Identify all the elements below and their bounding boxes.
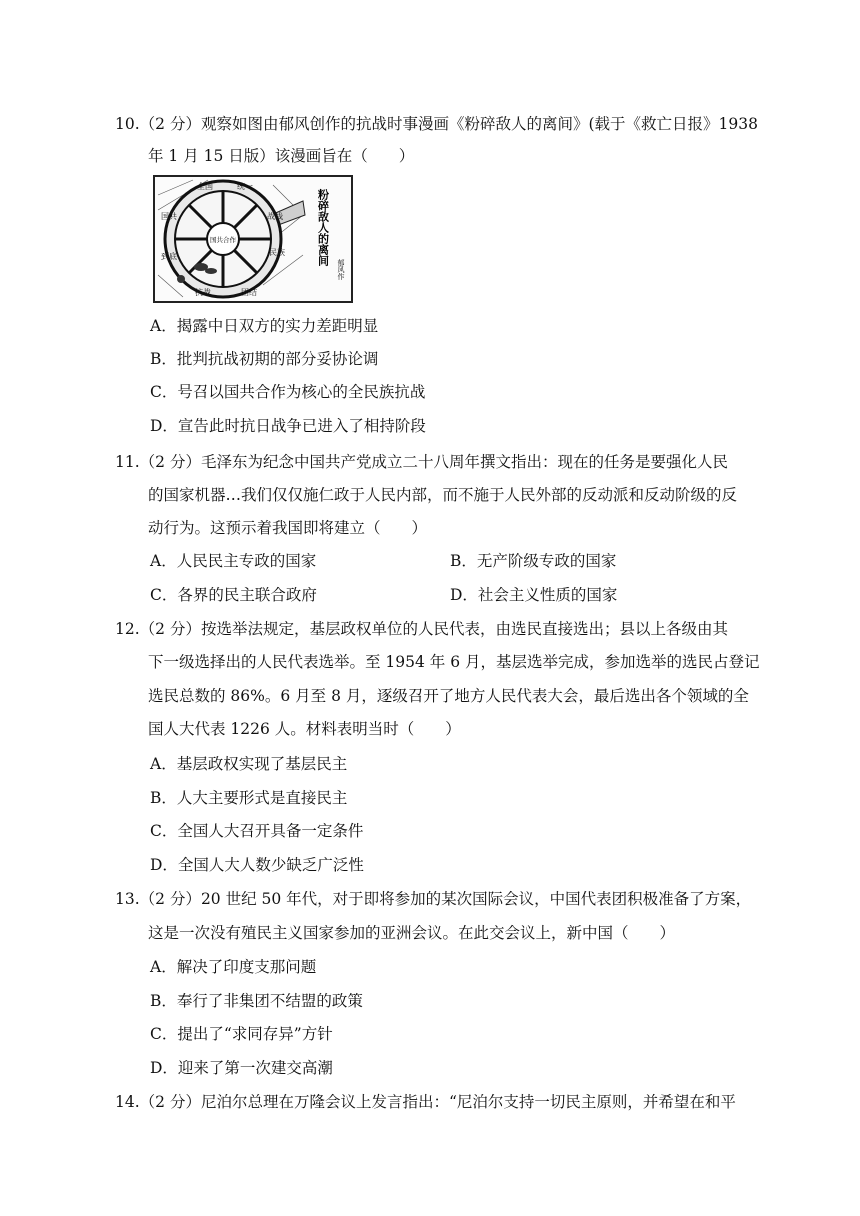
q13-option-a[interactable]: A．解决了印度支那问题 <box>150 958 317 976</box>
cartoon-rim-word: 国共 <box>161 212 177 221</box>
cartoon-title: 粉碎敌人的离间 <box>316 189 330 266</box>
q13-option-b[interactable]: B．奉行了非集团不结盟的政策 <box>150 992 363 1010</box>
q11-option-a[interactable]: A．人民民主专政的国家 <box>150 552 317 570</box>
q12-stem-line2: 下一级选择出的人民代表选举。至 1954 年 6 月，基层选举完成，参加选举的选民占登记 <box>148 653 760 671</box>
cartoon-author: 郁风作 <box>337 259 345 280</box>
cartoon-rim-word: 到底 <box>161 252 177 261</box>
q12-option-d[interactable]: D．全国人大人数少缺乏广泛性 <box>150 856 364 874</box>
q11-option-b[interactable]: B．无产阶级专政的国家 <box>450 552 617 570</box>
q12-stem-line1: 12.（2 分）按选举法规定，基层政权单位的人民代表，由选民直接选出；县以上各级由其 <box>115 620 728 638</box>
q11-stem-line1: 11.（2 分）毛泽东为纪念中国共产党成立二十八周年撰文指出：现在的任务是要强化人民 <box>115 453 728 471</box>
q10-option-b[interactable]: B．批判抗战初期的部分妥协论调 <box>150 350 379 368</box>
cartoon-rim-word: 抗战 <box>195 288 211 297</box>
cartoon-rim-word: 团结 <box>241 288 257 297</box>
q11-option-c[interactable]: C．各界的民主联合政府 <box>150 586 317 604</box>
q13-option-d[interactable]: D．迎来了第一次建交高潮 <box>150 1059 333 1077</box>
cartoon-illustration <box>153 175 353 303</box>
q12-option-a[interactable]: A．基层政权实现了基层民主 <box>150 755 348 773</box>
q12-option-c[interactable]: C．全国人大召开具备一定条件 <box>150 822 364 840</box>
q10-stem-line2: 年 1 月 15 日版）该漫画旨在（ ） <box>148 147 415 165</box>
cartoon-rim-word: 民族 <box>269 248 285 257</box>
q10-option-c[interactable]: C．号召以国共合作为核心的全民族抗战 <box>150 383 426 401</box>
q12-stem-line4: 国人大代表 1226 人。材料表明当时（ ） <box>148 720 461 738</box>
q13-stem-line2: 这是一次没有殖民主义国家参加的亚洲会议。在此交会议上，新中国（ ） <box>148 924 676 942</box>
q10-stem-line1: 10.（2 分）观察如图由郁风创作的抗战时事漫画《粉碎敌人的离间》(载于《救亡日报》1938 <box>115 115 758 133</box>
q12-option-b[interactable]: B．人大主要形式是直接民主 <box>150 789 348 807</box>
q11-option-d[interactable]: D．社会主义性质的国家 <box>450 586 618 604</box>
q14-stem-line1: 14.（2 分）尼泊尔总理在万隆会议上发言指出：“尼泊尔支持一切民主原则，并希望在和平 <box>115 1093 736 1111</box>
cartoon-rim-word: 统一 <box>237 182 253 191</box>
q11-stem-line3: 动行为。这预示着我国即将建立（ ） <box>148 519 428 537</box>
cartoon-rim-word: 全国 <box>197 182 213 191</box>
q12-stem-line3: 选民总数的 86%。6 月至 8 月，逐级召开了地方人民代表大会，最后选出各个领域的全 <box>148 687 749 705</box>
cartoon-rim-word: 战线 <box>267 212 283 221</box>
q13-stem-line1: 13.（2 分）20 世纪 50 年代，对于即将参加的某次国际会议，中国代表团积极准备了方案， <box>115 890 752 908</box>
q10-option-d[interactable]: D．宣告此时抗日战争已进入了相持阶段 <box>150 417 426 435</box>
q11-stem-line2: 的国家机器…我们仅仅施仁政于人民内部，而不施于人民外部的反动派和反动阶级的反 <box>148 486 738 504</box>
q10-option-a[interactable]: A．揭露中日双方的实力差距明显 <box>150 317 379 335</box>
q13-option-c[interactable]: C．提出了“求同存异”方针 <box>150 1025 333 1043</box>
cartoon-hub-text: 国共合作 <box>210 236 236 244</box>
cartoon-figure <box>153 175 353 303</box>
